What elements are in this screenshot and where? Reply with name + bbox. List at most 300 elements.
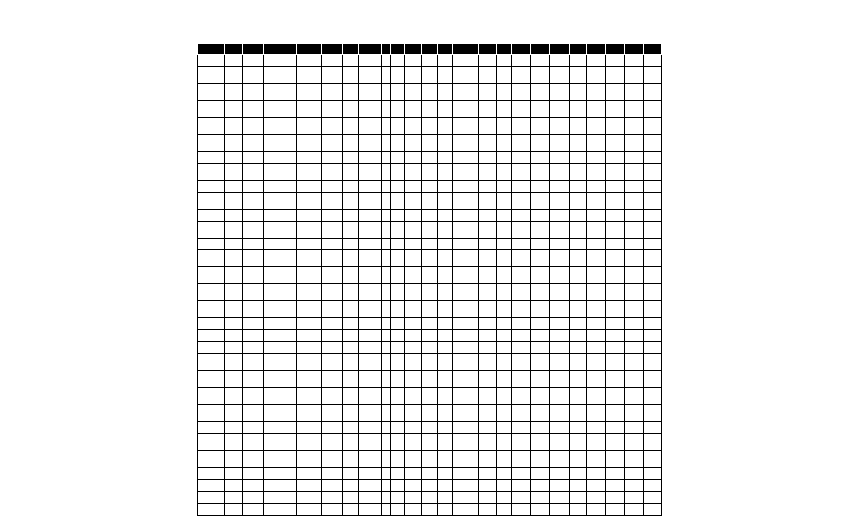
table-cell[interactable] — [391, 451, 404, 468]
table-cell[interactable] — [453, 151, 479, 163]
table-cell[interactable] — [453, 100, 479, 117]
table-cell[interactable] — [243, 151, 264, 163]
table-cell[interactable] — [587, 434, 606, 451]
table-cell[interactable] — [479, 301, 497, 318]
table-cell[interactable] — [550, 117, 570, 134]
table-cell[interactable] — [624, 66, 644, 83]
table-cell[interactable] — [198, 354, 225, 371]
table-cell[interactable] — [321, 388, 342, 405]
table-cell[interactable] — [321, 151, 342, 163]
table-cell[interactable] — [243, 330, 264, 342]
table-cell[interactable] — [530, 192, 550, 209]
table-cell[interactable] — [437, 238, 453, 250]
table-cell[interactable] — [224, 134, 243, 151]
table-cell[interactable] — [381, 163, 390, 180]
table-cell[interactable] — [496, 238, 512, 250]
table-cell[interactable] — [550, 318, 570, 330]
table-cell[interactable] — [321, 503, 342, 515]
table-cell[interactable] — [224, 503, 243, 515]
table-cell[interactable] — [264, 318, 297, 330]
table-cell[interactable] — [297, 434, 322, 451]
table-cell[interactable] — [453, 55, 479, 67]
table-cell[interactable] — [422, 318, 438, 330]
table-cell[interactable] — [453, 117, 479, 134]
table-cell[interactable] — [342, 422, 359, 434]
table-cell[interactable] — [422, 451, 438, 468]
table-cell[interactable] — [224, 301, 243, 318]
table-cell[interactable] — [422, 192, 438, 209]
table-cell[interactable] — [606, 83, 625, 100]
table-cell[interactable] — [587, 66, 606, 83]
table-cell[interactable] — [550, 221, 570, 238]
table-cell[interactable] — [453, 134, 479, 151]
table-cell[interactable] — [569, 66, 587, 83]
table-cell[interactable] — [297, 66, 322, 83]
table-cell[interactable] — [606, 221, 625, 238]
table-cell[interactable] — [321, 479, 342, 491]
table-cell[interactable] — [496, 503, 512, 515]
table-cell[interactable] — [624, 405, 644, 422]
table-cell[interactable] — [644, 192, 662, 209]
table-cell[interactable] — [264, 451, 297, 468]
table-cell[interactable] — [624, 371, 644, 388]
table-cell[interactable] — [224, 318, 243, 330]
table-cell[interactable] — [264, 405, 297, 422]
table-cell[interactable] — [224, 238, 243, 250]
table-cell[interactable] — [224, 100, 243, 117]
table-cell[interactable] — [297, 209, 322, 221]
table-cell[interactable] — [437, 342, 453, 354]
table-cell[interactable] — [321, 468, 342, 480]
table-cell[interactable] — [297, 134, 322, 151]
table-cell[interactable] — [321, 117, 342, 134]
table-cell[interactable] — [479, 342, 497, 354]
table-cell[interactable] — [404, 342, 422, 354]
table-cell[interactable] — [437, 503, 453, 515]
table-cell[interactable] — [359, 238, 382, 250]
table-cell[interactable] — [550, 434, 570, 451]
table-cell[interactable] — [569, 422, 587, 434]
table-cell[interactable] — [404, 503, 422, 515]
table-cell[interactable] — [496, 491, 512, 503]
table-cell[interactable] — [391, 434, 404, 451]
table-cell[interactable] — [587, 163, 606, 180]
table-cell[interactable] — [381, 479, 390, 491]
table-cell[interactable] — [624, 491, 644, 503]
table-cell[interactable] — [297, 83, 322, 100]
table-cell[interactable] — [391, 330, 404, 342]
table-cell[interactable] — [606, 330, 625, 342]
table-cell[interactable] — [587, 301, 606, 318]
table-cell[interactable] — [342, 479, 359, 491]
table-cell[interactable] — [512, 209, 531, 221]
column-header[interactable] — [224, 44, 243, 55]
table-cell[interactable] — [264, 388, 297, 405]
table-cell[interactable] — [624, 163, 644, 180]
table-cell[interactable] — [391, 180, 404, 192]
table-cell[interactable] — [243, 100, 264, 117]
table-cell[interactable] — [321, 318, 342, 330]
table-cell[interactable] — [606, 100, 625, 117]
table-cell[interactable] — [550, 192, 570, 209]
table-cell[interactable] — [243, 66, 264, 83]
table-cell[interactable] — [243, 284, 264, 301]
table-cell[interactable] — [422, 330, 438, 342]
table-cell[interactable] — [381, 284, 390, 301]
table-cell[interactable] — [422, 434, 438, 451]
table-cell[interactable] — [512, 267, 531, 284]
table-cell[interactable] — [496, 267, 512, 284]
table-cell[interactable] — [243, 301, 264, 318]
table-cell[interactable] — [359, 192, 382, 209]
table-cell[interactable] — [404, 468, 422, 480]
table-cell[interactable] — [606, 451, 625, 468]
table-cell[interactable] — [569, 405, 587, 422]
table-cell[interactable] — [569, 151, 587, 163]
table-cell[interactable] — [550, 180, 570, 192]
table-cell[interactable] — [624, 434, 644, 451]
table-cell[interactable] — [422, 267, 438, 284]
table-cell[interactable] — [297, 354, 322, 371]
table-cell[interactable] — [297, 451, 322, 468]
table-cell[interactable] — [569, 267, 587, 284]
table-cell[interactable] — [453, 330, 479, 342]
table-cell[interactable] — [624, 180, 644, 192]
table-cell[interactable] — [381, 134, 390, 151]
table-cell[interactable] — [404, 250, 422, 267]
table-cell[interactable] — [437, 192, 453, 209]
table-cell[interactable] — [224, 209, 243, 221]
table-cell[interactable] — [606, 354, 625, 371]
table-cell[interactable] — [530, 163, 550, 180]
table-cell[interactable] — [606, 180, 625, 192]
table-cell[interactable] — [422, 388, 438, 405]
table-cell[interactable] — [644, 301, 662, 318]
table-cell[interactable] — [496, 192, 512, 209]
table-cell[interactable] — [342, 163, 359, 180]
table-cell[interactable] — [422, 134, 438, 151]
table-cell[interactable] — [437, 55, 453, 67]
table-cell[interactable] — [321, 371, 342, 388]
table-cell[interactable] — [297, 468, 322, 480]
table-cell[interactable] — [606, 491, 625, 503]
table-cell[interactable] — [224, 83, 243, 100]
table-cell[interactable] — [198, 468, 225, 480]
table-cell[interactable] — [391, 479, 404, 491]
table-cell[interactable] — [342, 491, 359, 503]
table-cell[interactable] — [453, 238, 479, 250]
table-cell[interactable] — [569, 301, 587, 318]
table-cell[interactable] — [569, 479, 587, 491]
table-cell[interactable] — [198, 163, 225, 180]
table-cell[interactable] — [437, 134, 453, 151]
table-cell[interactable] — [264, 83, 297, 100]
table-cell[interactable] — [606, 422, 625, 434]
table-cell[interactable] — [479, 479, 497, 491]
table-cell[interactable] — [512, 479, 531, 491]
table-cell[interactable] — [342, 388, 359, 405]
table-cell[interactable] — [530, 55, 550, 67]
table-cell[interactable] — [453, 371, 479, 388]
table-cell[interactable] — [479, 491, 497, 503]
table-cell[interactable] — [198, 301, 225, 318]
table-cell[interactable] — [404, 55, 422, 67]
table-cell[interactable] — [624, 267, 644, 284]
table-cell[interactable] — [569, 503, 587, 515]
table-cell[interactable] — [264, 134, 297, 151]
table-cell[interactable] — [297, 301, 322, 318]
table-cell[interactable] — [198, 284, 225, 301]
table-cell[interactable] — [437, 318, 453, 330]
table-cell[interactable] — [342, 330, 359, 342]
table-cell[interactable] — [264, 238, 297, 250]
table-cell[interactable] — [381, 468, 390, 480]
table-cell[interactable] — [453, 209, 479, 221]
table-cell[interactable] — [342, 221, 359, 238]
table-cell[interactable] — [391, 66, 404, 83]
table-cell[interactable] — [644, 371, 662, 388]
table-cell[interactable] — [644, 330, 662, 342]
table-cell[interactable] — [479, 55, 497, 67]
table-cell[interactable] — [479, 422, 497, 434]
table-cell[interactable] — [644, 422, 662, 434]
table-cell[interactable] — [224, 55, 243, 67]
table-cell[interactable] — [496, 221, 512, 238]
table-cell[interactable] — [321, 434, 342, 451]
table-cell[interactable] — [550, 451, 570, 468]
table-cell[interactable] — [512, 371, 531, 388]
table-cell[interactable] — [404, 66, 422, 83]
table-cell[interactable] — [479, 371, 497, 388]
table-cell[interactable] — [530, 151, 550, 163]
table-cell[interactable] — [479, 468, 497, 480]
table-cell[interactable] — [422, 371, 438, 388]
table-cell[interactable] — [422, 117, 438, 134]
table-cell[interactable] — [496, 117, 512, 134]
table-cell[interactable] — [297, 238, 322, 250]
table-cell[interactable] — [359, 117, 382, 134]
table-cell[interactable] — [569, 371, 587, 388]
table-cell[interactable] — [422, 180, 438, 192]
table-cell[interactable] — [264, 192, 297, 209]
table-cell[interactable] — [342, 503, 359, 515]
table-cell[interactable] — [381, 267, 390, 284]
table-cell[interactable] — [496, 250, 512, 267]
table-cell[interactable] — [644, 451, 662, 468]
table-cell[interactable] — [321, 180, 342, 192]
table-cell[interactable] — [569, 117, 587, 134]
table-cell[interactable] — [606, 55, 625, 67]
table-cell[interactable] — [391, 209, 404, 221]
table-cell[interactable] — [530, 301, 550, 318]
table-cell[interactable] — [359, 267, 382, 284]
column-header[interactable] — [550, 44, 570, 55]
table-cell[interactable] — [243, 192, 264, 209]
table-cell[interactable] — [359, 163, 382, 180]
table-cell[interactable] — [297, 221, 322, 238]
table-cell[interactable] — [530, 66, 550, 83]
table-cell[interactable] — [359, 83, 382, 100]
table-cell[interactable] — [453, 284, 479, 301]
table-cell[interactable] — [479, 330, 497, 342]
table-cell[interactable] — [479, 151, 497, 163]
table-cell[interactable] — [453, 318, 479, 330]
table-cell[interactable] — [243, 318, 264, 330]
table-cell[interactable] — [391, 163, 404, 180]
table-cell[interactable] — [587, 250, 606, 267]
table-cell[interactable] — [606, 209, 625, 221]
table-cell[interactable] — [404, 330, 422, 342]
table-cell[interactable] — [321, 209, 342, 221]
table-cell[interactable] — [264, 371, 297, 388]
table-cell[interactable] — [512, 238, 531, 250]
table-cell[interactable] — [606, 238, 625, 250]
table-cell[interactable] — [606, 405, 625, 422]
table-cell[interactable] — [359, 250, 382, 267]
table-cell[interactable] — [644, 163, 662, 180]
table-cell[interactable] — [224, 284, 243, 301]
table-cell[interactable] — [381, 151, 390, 163]
table-cell[interactable] — [496, 55, 512, 67]
table-cell[interactable] — [437, 388, 453, 405]
table-cell[interactable] — [198, 117, 225, 134]
table-cell[interactable] — [297, 503, 322, 515]
column-header[interactable] — [437, 44, 453, 55]
table-cell[interactable] — [297, 250, 322, 267]
table-cell[interactable] — [437, 451, 453, 468]
table-cell[interactable] — [624, 468, 644, 480]
table-cell[interactable] — [404, 267, 422, 284]
table-cell[interactable] — [437, 284, 453, 301]
table-cell[interactable] — [496, 330, 512, 342]
table-cell[interactable] — [496, 354, 512, 371]
table-cell[interactable] — [198, 491, 225, 503]
table-cell[interactable] — [391, 55, 404, 67]
table-cell[interactable] — [243, 221, 264, 238]
table-cell[interactable] — [404, 354, 422, 371]
table-cell[interactable] — [224, 371, 243, 388]
table-cell[interactable] — [606, 434, 625, 451]
table-cell[interactable] — [530, 250, 550, 267]
table-cell[interactable] — [530, 117, 550, 134]
table-cell[interactable] — [512, 180, 531, 192]
table-cell[interactable] — [243, 117, 264, 134]
table-cell[interactable] — [550, 301, 570, 318]
table-cell[interactable] — [224, 66, 243, 83]
table-cell[interactable] — [569, 354, 587, 371]
table-cell[interactable] — [512, 468, 531, 480]
table-cell[interactable] — [359, 405, 382, 422]
table-cell[interactable] — [496, 405, 512, 422]
table-cell[interactable] — [391, 192, 404, 209]
table-cell[interactable] — [550, 238, 570, 250]
table-cell[interactable] — [606, 503, 625, 515]
table-cell[interactable] — [530, 491, 550, 503]
table-cell[interactable] — [624, 134, 644, 151]
table-cell[interactable] — [624, 451, 644, 468]
table-cell[interactable] — [342, 318, 359, 330]
table-cell[interactable] — [243, 163, 264, 180]
table-cell[interactable] — [530, 83, 550, 100]
table-cell[interactable] — [391, 491, 404, 503]
table-cell[interactable] — [587, 479, 606, 491]
table-cell[interactable] — [587, 342, 606, 354]
table-cell[interactable] — [587, 238, 606, 250]
table-cell[interactable] — [587, 284, 606, 301]
table-cell[interactable] — [569, 163, 587, 180]
table-cell[interactable] — [264, 342, 297, 354]
table-cell[interactable] — [264, 180, 297, 192]
table-cell[interactable] — [530, 284, 550, 301]
table-cell[interactable] — [606, 117, 625, 134]
table-cell[interactable] — [342, 468, 359, 480]
table-cell[interactable] — [224, 422, 243, 434]
table-cell[interactable] — [321, 83, 342, 100]
table-cell[interactable] — [569, 238, 587, 250]
table-cell[interactable] — [342, 354, 359, 371]
table-cell[interactable] — [342, 267, 359, 284]
table-cell[interactable] — [321, 491, 342, 503]
table-cell[interactable] — [569, 209, 587, 221]
table-cell[interactable] — [569, 250, 587, 267]
column-header[interactable] — [342, 44, 359, 55]
table-cell[interactable] — [321, 405, 342, 422]
table-cell[interactable] — [198, 55, 225, 67]
table-cell[interactable] — [624, 100, 644, 117]
table-cell[interactable] — [569, 55, 587, 67]
table-cell[interactable] — [243, 371, 264, 388]
table-cell[interactable] — [342, 151, 359, 163]
table-cell[interactable] — [381, 371, 390, 388]
table-cell[interactable] — [512, 192, 531, 209]
column-header[interactable] — [587, 44, 606, 55]
table-cell[interactable] — [422, 151, 438, 163]
table-cell[interactable] — [550, 354, 570, 371]
table-cell[interactable] — [606, 134, 625, 151]
table-cell[interactable] — [479, 250, 497, 267]
table-cell[interactable] — [404, 117, 422, 134]
table-cell[interactable] — [391, 284, 404, 301]
table-cell[interactable] — [422, 405, 438, 422]
table-cell[interactable] — [550, 267, 570, 284]
table-cell[interactable] — [496, 134, 512, 151]
column-header[interactable] — [321, 44, 342, 55]
table-cell[interactable] — [297, 405, 322, 422]
table-cell[interactable] — [512, 451, 531, 468]
table-cell[interactable] — [224, 330, 243, 342]
table-cell[interactable] — [550, 83, 570, 100]
column-header[interactable] — [479, 44, 497, 55]
table-cell[interactable] — [437, 163, 453, 180]
table-cell[interactable] — [437, 180, 453, 192]
table-cell[interactable] — [550, 100, 570, 117]
table-cell[interactable] — [321, 192, 342, 209]
table-cell[interactable] — [587, 221, 606, 238]
table-cell[interactable] — [243, 55, 264, 67]
table-cell[interactable] — [404, 151, 422, 163]
table-cell[interactable] — [243, 83, 264, 100]
table-cell[interactable] — [381, 221, 390, 238]
table-cell[interactable] — [479, 267, 497, 284]
table-cell[interactable] — [569, 451, 587, 468]
table-cell[interactable] — [359, 180, 382, 192]
table-cell[interactable] — [479, 66, 497, 83]
table-cell[interactable] — [569, 330, 587, 342]
table-cell[interactable] — [606, 318, 625, 330]
table-cell[interactable] — [496, 284, 512, 301]
table-cell[interactable] — [530, 100, 550, 117]
table-cell[interactable] — [479, 192, 497, 209]
